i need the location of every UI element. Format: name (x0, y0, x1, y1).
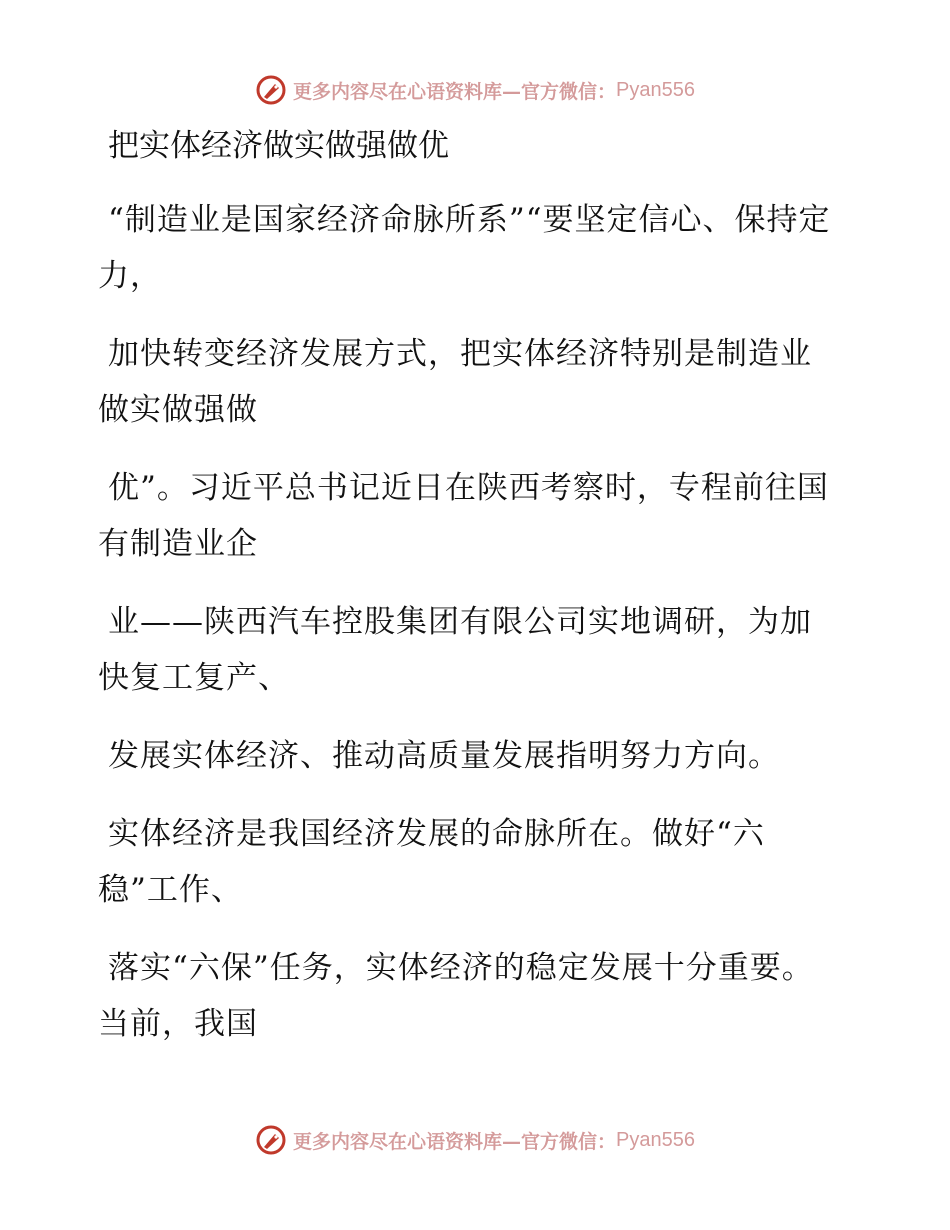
paragraph: 落实“六保”任务，实体经济的稳定发展十分重要。当前，我国 (98, 950, 814, 1042)
document-title: 把实体经济做实做强做优 (108, 128, 449, 164)
footer-banner-text: 更多内容尽在心语资料库—官方微信： (293, 1130, 617, 1153)
footer-banner (0, 1120, 950, 1160)
paragraph: 加快转变经济发展方式，把实体经济特别是制造业做实做强做 (98, 336, 812, 428)
paragraph: 发展实体经济、推动高质量发展指明努力方向。 (108, 738, 780, 774)
header-banner-content (255, 74, 695, 106)
pen-nib-logo-icon (255, 1124, 287, 1156)
document-body (98, 124, 838, 1074)
paragraph: “制造业是国家经济命脉所系”“要坚定信心、保持定力， (98, 202, 831, 294)
header-banner-text: 更多内容尽在心语资料库—官方微信： (293, 80, 617, 103)
header-banner-id: Pyan556 (616, 78, 695, 101)
paragraph: 优”。习近平总书记近日在陕西考察时，专程前往国有制造业企 (98, 470, 829, 562)
footer-banner-id: Pyan556 (616, 1128, 695, 1151)
paragraph: 实体经济是我国经济发展的命脉所在。做好“六稳”工作、 (98, 816, 765, 908)
pen-nib-logo-icon (255, 74, 287, 106)
header-banner (0, 70, 950, 110)
footer-banner-content (255, 1124, 695, 1156)
paragraph: 业——陕西汽车控股集团有限公司实地调研，为加快复工复产、 (98, 604, 812, 696)
